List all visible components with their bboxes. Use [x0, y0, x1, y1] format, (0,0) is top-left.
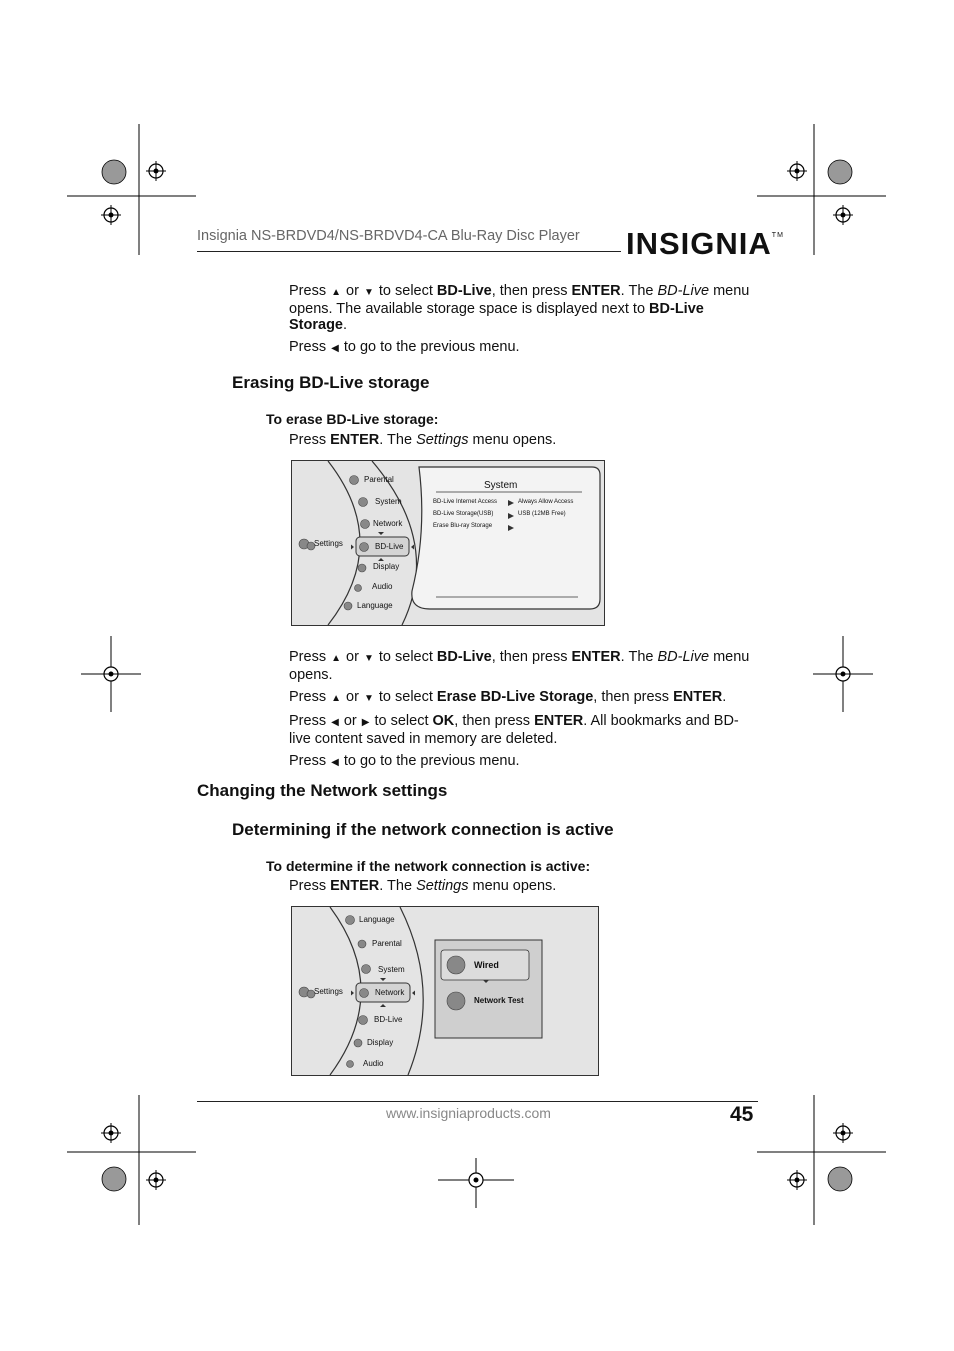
erase-step-2: Press ▲ or ▼ to select BD-Live, then press ENTER. The BD-Live menu opens. [289, 649, 750, 683]
intro-paragraph-2: Press ◀ to go to the previous menu. [289, 339, 520, 355]
down-arrow-icon: ▼ [363, 653, 374, 664]
up-arrow-icon: ▲ [331, 287, 341, 298]
screen2-settings-label: Settings [314, 987, 343, 996]
subheading-to-erase: To erase BD-Live storage: [266, 411, 439, 427]
intro-paragraph-1: Press ▲ or ▼ to select BD-Live, then press ENTER. The BD-Live menu opens. The available storage space is displayed next to BD-Live Storage. [289, 283, 750, 333]
left-arrow-icon: ◀ [331, 757, 339, 768]
subheading-to-determine: To determine if the network connection is active: [266, 858, 591, 874]
screen1-menu-item: Display [373, 562, 400, 571]
screen1-menu-item: System [375, 497, 402, 506]
down-arrow-icon: ▼ [363, 287, 374, 298]
heading-erasing-bd-live: Erasing BD-Live storage [232, 373, 430, 392]
screen2-option-wired: Wired [474, 960, 499, 970]
header-rule [197, 251, 621, 252]
footer-rule [197, 1101, 758, 1102]
screen1-menu-item: Network [373, 519, 403, 528]
screen2-menu-item: System [378, 965, 405, 974]
erase-step-5: Press ◀ to go to the previous menu. [289, 753, 520, 769]
screen1-row-label: Erase Blu-ray Storage [433, 523, 493, 529]
screen2-menu-item: BD-Live [374, 1015, 403, 1024]
screen2-menu-item-selected: Network [375, 988, 405, 997]
network-step-1: Press ENTER. The Settings menu opens. [289, 878, 557, 894]
erase-step-1: Press ENTER. The Settings menu opens. [289, 432, 557, 448]
brand-logo: INSIGNIA™ [626, 226, 784, 261]
heading-changing-network: Changing the Network settings [197, 781, 448, 800]
screen1-row-value: USB (12MB Free) [518, 511, 566, 517]
up-arrow-icon: ▲ [331, 653, 341, 664]
screen1-menu-item: Audio [372, 582, 393, 591]
screen1-row-label: BD-Live Storage(USB) [433, 511, 494, 517]
screen2-menu-item: Language [359, 915, 395, 924]
screen2-menu-item: Display [367, 1038, 394, 1047]
left-arrow-icon: ◀ [331, 717, 339, 728]
screen1-menu-item: Language [357, 601, 393, 610]
screen1-panel-title: System [484, 480, 518, 491]
screen1-menu-item-selected: BD-Live [375, 542, 404, 551]
left-arrow-icon: ◀ [331, 343, 339, 354]
page-number: 45 [730, 1103, 754, 1126]
screen1-row-value: Always Allow Access [518, 499, 574, 505]
screen2-menu-item: Parental [372, 939, 402, 948]
settings-screen-network [291, 906, 599, 1076]
header-title: Insignia NS-BRDVD4/NS-BRDVD4-CA Blu-Ray Disc Player [197, 228, 580, 244]
erase-step-4: Press ◀ or ▶ to select OK, then press ENTER. All bookmarks and BD-live content saved in memory are deleted. [289, 713, 739, 747]
screen1-menu-item: Parental [364, 475, 394, 484]
footer-url: www.insigniaproducts.com [386, 1105, 551, 1121]
screen1-settings-label: Settings [314, 539, 343, 548]
screen2-option-network-test: Network Test [474, 996, 524, 1005]
erase-step-3: Press ▲ or ▼ to select Erase BD-Live Storage, then press ENTER. [289, 689, 727, 705]
up-arrow-icon: ▲ [331, 693, 341, 704]
screen2-menu-item: Audio [363, 1059, 384, 1068]
down-arrow-icon: ▼ [363, 693, 374, 704]
settings-screen-bd-live [291, 460, 605, 626]
right-arrow-icon: ▶ [361, 717, 370, 728]
screen1-row-label: BD-Live Internet Access [433, 499, 498, 505]
heading-determining-network: Determining if the network connection is active [232, 820, 614, 839]
